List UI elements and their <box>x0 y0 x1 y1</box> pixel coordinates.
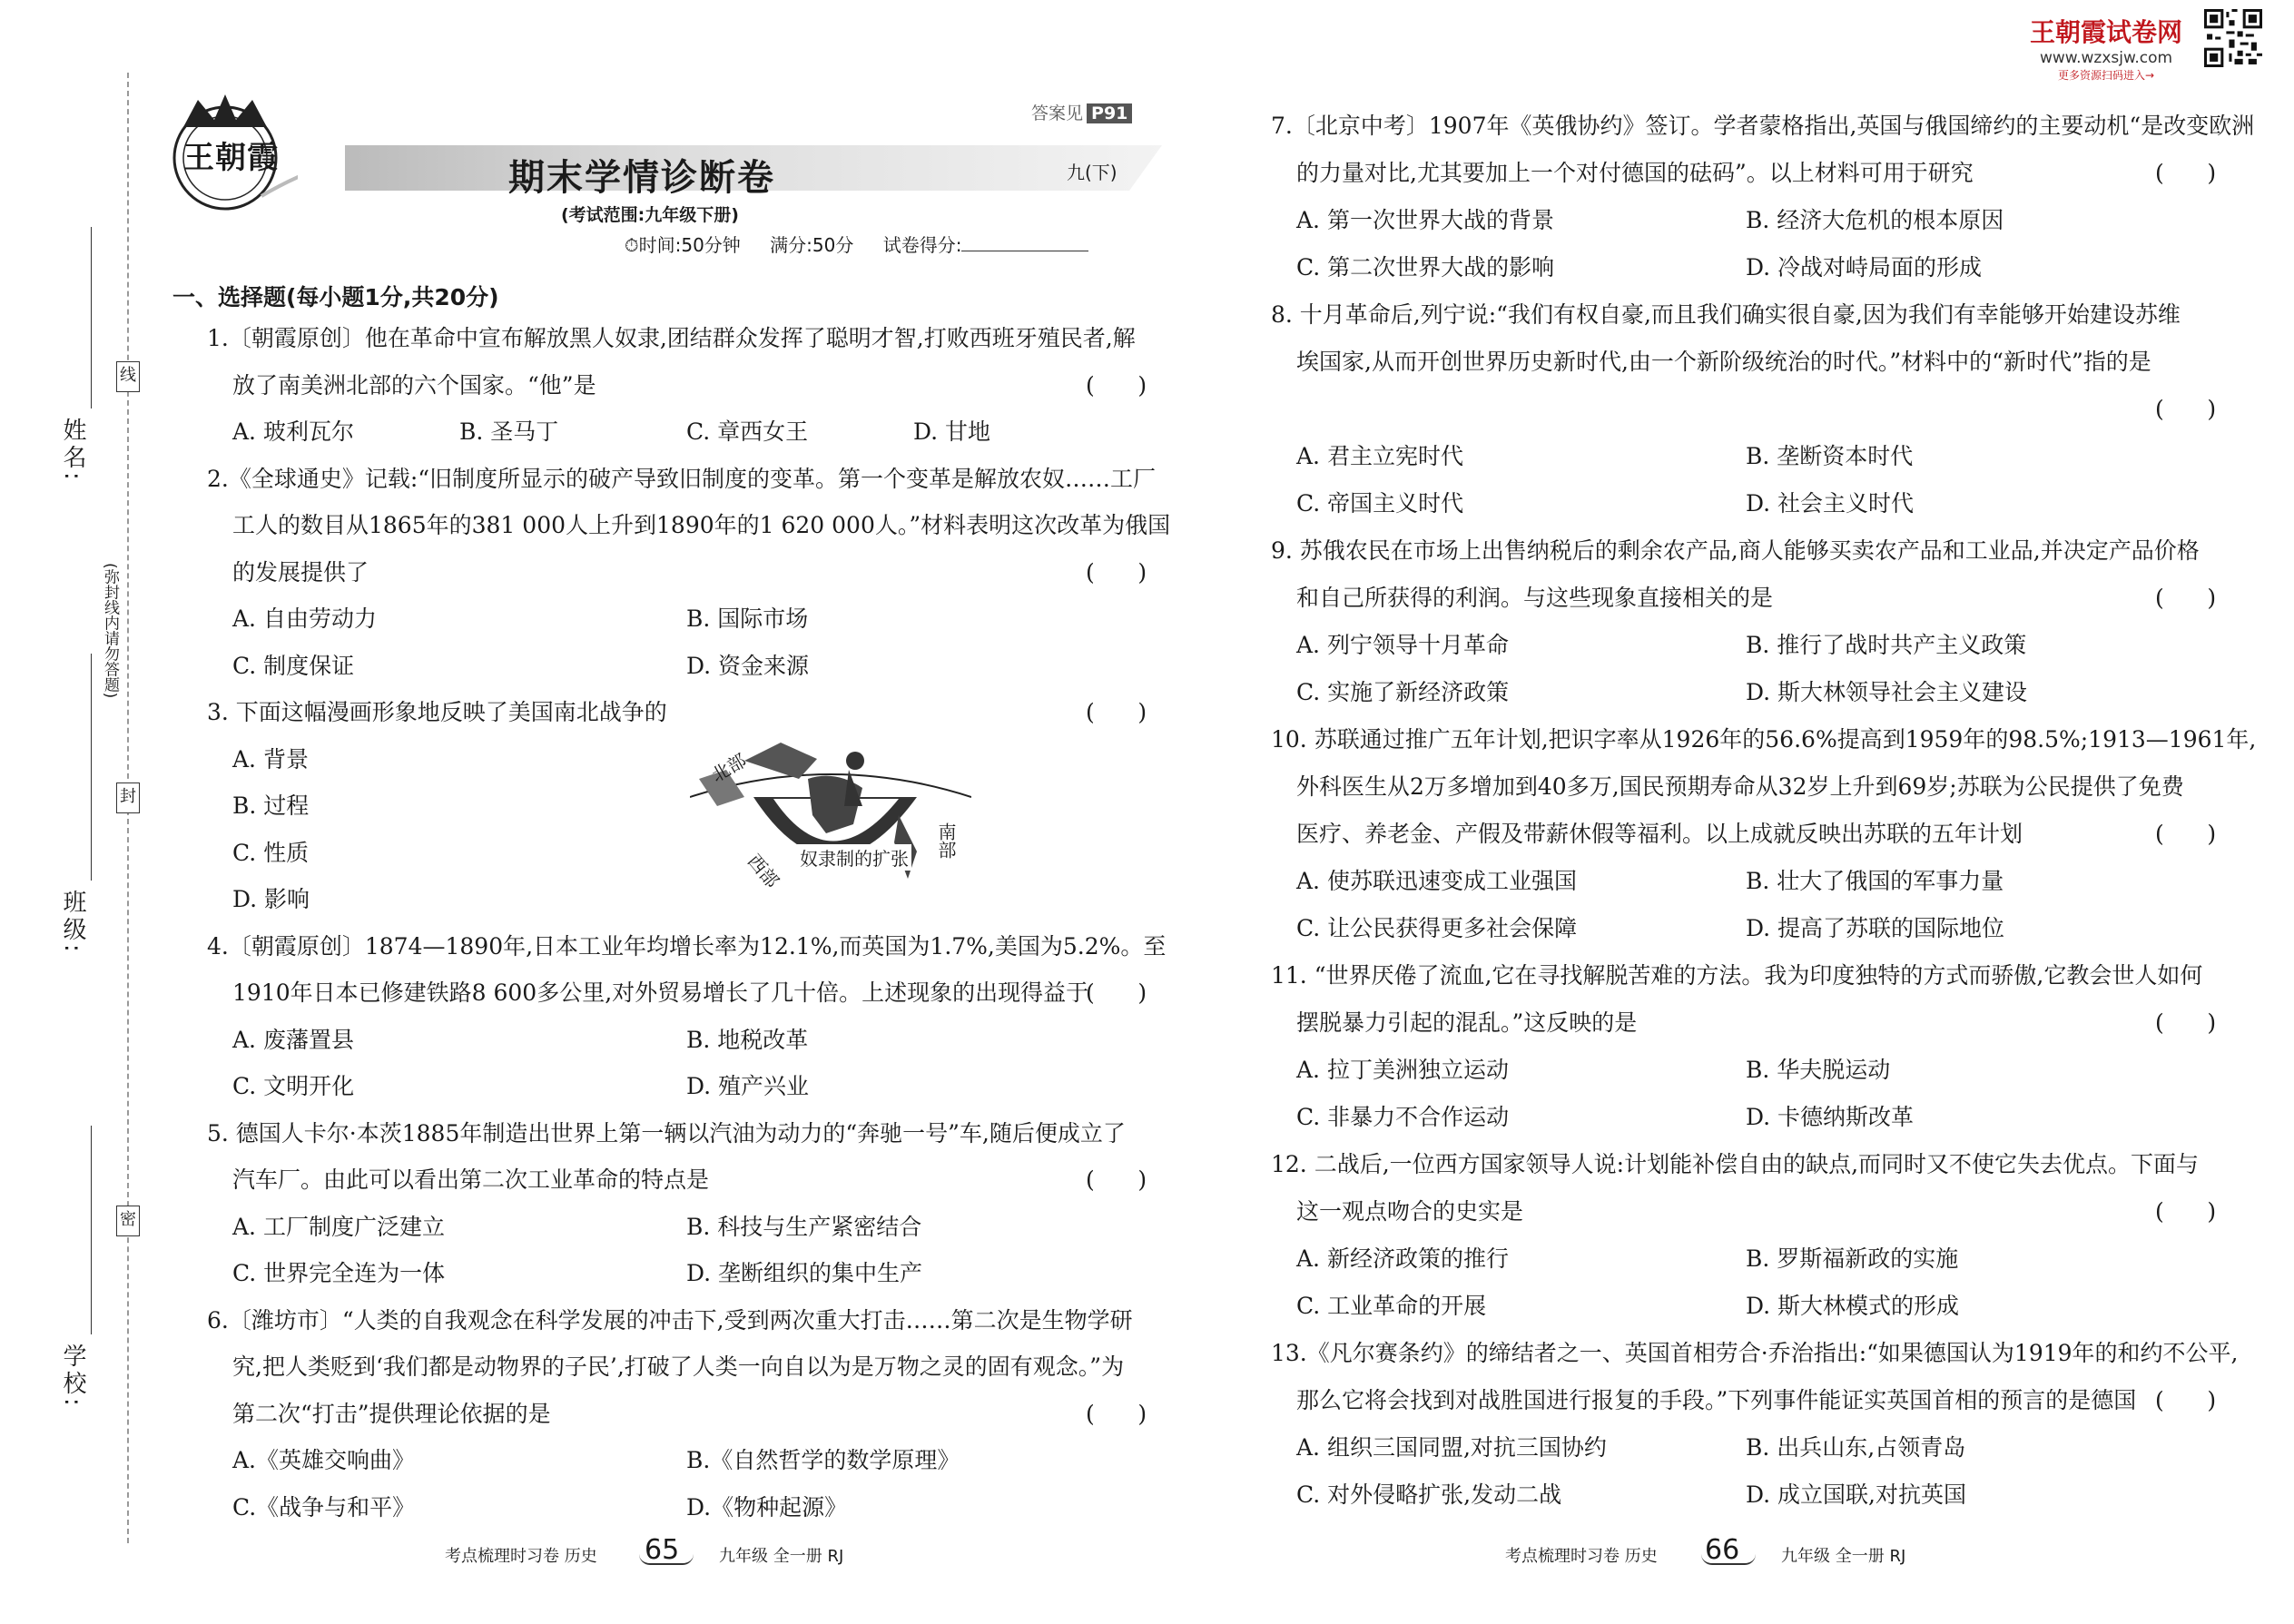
option-c[interactable]: C.《战争与和平》 <box>232 1493 416 1521</box>
option-c[interactable]: C. 实施了新经济政策 <box>1296 679 1510 705</box>
name-label: 姓名: <box>59 418 86 484</box>
question-line: 4.〔朝霞原创〕1874—1890年,日本工业年均增长率为12.1%,而英国为1.7%,美国为5.2%。至 <box>207 932 1167 960</box>
cartoon-label-north: 北部 <box>707 749 751 787</box>
option-c[interactable]: C. 世界完全连为一体 <box>232 1260 446 1286</box>
page-title: 期末学情诊断卷 <box>508 157 775 199</box>
question-line: 11. “世界厌倦了流血,它在寻找解脱苦难的方法。我为印度独特的方式而骄傲,它教会世人如何 <box>1271 962 2203 989</box>
option-c[interactable]: C. 制度保证 <box>232 652 355 679</box>
question-line: 13.《凡尔赛条约》的缔结者之一、英国首相劳合·乔治指出:“如果德国认为1919年的和约不公平, <box>1271 1340 2239 1366</box>
answer-paren[interactable]: ( ) <box>2155 1009 2217 1036</box>
cartoon-label-south: 南部 <box>933 822 960 859</box>
option-a[interactable]: A.《英雄交响曲》 <box>232 1447 416 1473</box>
class-label: 班级: <box>59 890 86 956</box>
footer-book-left: 考点梳理时习卷 历史 <box>445 1547 597 1566</box>
page-number-right: 66 <box>1705 1534 1740 1566</box>
score-label: 试卷得分: <box>882 234 962 256</box>
option-d[interactable]: D. 影响 <box>232 886 310 912</box>
option-a[interactable]: A. 玻利瓦尔 <box>232 418 354 445</box>
option-c[interactable]: C. 非暴力不合作运动 <box>1296 1104 1510 1130</box>
seal-mark-seal: 封 <box>116 782 140 813</box>
option-a[interactable]: A. 废藩置县 <box>232 1026 354 1053</box>
answer-paren[interactable]: ( ) <box>2155 1198 2217 1225</box>
option-c[interactable]: C. 帝国主义时代 <box>1296 490 1464 517</box>
question-line: 究,把人类贬到‘我们都是动物界的子民’,打破了人类一向自以为是万物之灵的固有观念。”为 <box>232 1353 1125 1380</box>
page-brace-left <box>639 1554 694 1565</box>
answer-paren[interactable]: ( ) <box>2155 396 2217 422</box>
option-d[interactable]: D. 成立国联,对抗英国 <box>1746 1481 1966 1508</box>
footer-book-right: 考点梳理时习卷 历史 <box>1505 1547 1658 1566</box>
site-name: 王朝霞试卷网 <box>2030 17 2183 47</box>
option-d[interactable]: D. 提高了苏联的国际地位 <box>1746 915 2005 941</box>
option-c[interactable]: C. 性质 <box>232 839 310 866</box>
question-line: 1.〔朝霞原创〕他在革命中宣布解放黑人奴隶,团结群众发挥了聪明才智,打败西班牙殖民者,解 <box>207 325 1136 351</box>
name-blank[interactable] <box>91 227 92 408</box>
option-a[interactable]: A. 工厂制度广泛建立 <box>232 1213 445 1240</box>
option-a[interactable]: A. 列宁领导十月革命 <box>1296 632 1509 658</box>
option-a[interactable]: A. 自由劳动力 <box>232 605 377 632</box>
site-url[interactable]: www.wzxsjw.com <box>2039 49 2173 67</box>
answer-ref-label: 答案见 <box>1031 103 1084 123</box>
seal-mark-line: 线 <box>116 361 140 392</box>
option-d[interactable]: D. 冷战对峙局面的形成 <box>1746 254 1983 281</box>
logo-text: 王朝霞 <box>183 140 279 176</box>
site-slogan: 更多资源扫码进入→ <box>2057 69 2155 82</box>
question-line: 第二次“打击”提供理论依据的是 <box>232 1400 551 1427</box>
option-b[interactable]: B. 地税改革 <box>686 1026 809 1053</box>
option-a[interactable]: A. 背景 <box>232 745 309 773</box>
answer-paren[interactable]: ( ) <box>2155 585 2217 611</box>
answer-page: P91 <box>1087 103 1132 123</box>
option-a[interactable]: A. 新经济政策的推行 <box>1296 1245 1509 1272</box>
option-d[interactable]: D. 斯大林领导社会主义建设 <box>1746 679 2028 705</box>
option-b[interactable]: B. 罗斯福新政的实施 <box>1746 1245 1959 1272</box>
option-b[interactable]: B. 推行了战时共产主义政策 <box>1746 632 2027 658</box>
answer-paren[interactable]: ( ) <box>1086 1400 1147 1427</box>
option-d[interactable]: D. 卡德纳斯改革 <box>1746 1104 1915 1130</box>
question-line: 7.〔北京中考〕1907年《英俄协约》签订。学者蒙格指出,英国与俄国缔约的主要动机“是改变欧洲 <box>1271 113 2255 139</box>
cartoon-label-slavery: 奴隶制的扩张 <box>797 844 911 871</box>
option-b[interactable]: B. 出兵山东,占领青岛 <box>1746 1434 1966 1461</box>
option-b[interactable]: B. 华夫脱运动 <box>1746 1057 1891 1083</box>
question-line: 摆脱暴力引起的混乱。”这反映的是 <box>1296 1009 1638 1036</box>
option-b[interactable]: B. 壮大了俄国的军事力量 <box>1746 868 2004 894</box>
exam-time: ⏱时间:50分钟 <box>625 234 741 256</box>
answer-paren[interactable]: ( ) <box>1086 371 1147 399</box>
question-line: 1910年日本已修建铁路8 600多公里,对外贸易增长了几十倍。上述现象的出现得益于 <box>232 979 1089 1006</box>
option-c[interactable]: C. 工业革命的开展 <box>1296 1293 1487 1319</box>
qr-code-icon[interactable] <box>2204 9 2262 67</box>
question-line: 那么它将会找到对战胜国进行报复的手段。”下列事件能证实英国首相的预言的是德国 <box>1296 1387 2137 1413</box>
option-d[interactable]: D. 垄断组织的集中生产 <box>686 1260 923 1286</box>
option-b[interactable]: B. 圣马丁 <box>459 418 559 445</box>
question-line: 6.〔潍坊市〕“人类的自我观念在科学发展的冲击下,受到两次重大打击……第二次是生物学研 <box>207 1306 1133 1334</box>
answer-paren[interactable]: ( ) <box>1086 979 1147 1006</box>
question-line: 12. 二战后,一位西方国家领导人说:计划能补偿自由的缺点,而同时又不使它失去优点。下面与 <box>1271 1151 2200 1177</box>
cartoon-label-west: 西部 <box>743 850 783 892</box>
question-line: 医疗、养老金、产假及带薪休假等福利。以上成就反映出苏联的五年计划 <box>1296 821 2023 847</box>
question-line: 5. 德国人卡尔·本茨1885年制造出世界上第一辆以汽油为动力的“奔驰一号”车,随后便成立了 <box>207 1119 1126 1147</box>
option-a[interactable]: A. 组织三国同盟,对抗三国协约 <box>1296 1434 1607 1461</box>
option-d[interactable]: D. 殖产兴业 <box>686 1073 810 1099</box>
question-line: 8. 十月革命后,列宁说:“我们有权自豪,而且我们确实很自豪,因为我们有幸能够开始建设苏维 <box>1271 301 2181 328</box>
answer-paren[interactable]: ( ) <box>1086 699 1147 725</box>
footer-grade-right: 九年级 全一册 RJ <box>1781 1547 1906 1566</box>
question-line: 这一观点吻合的史实是 <box>1296 1198 1524 1225</box>
option-c[interactable]: C. 对外侵略扩张,发动二战 <box>1296 1481 1562 1508</box>
option-d[interactable]: D. 斯大林模式的形成 <box>1746 1293 1960 1319</box>
option-b[interactable]: B. 科技与生产紧密结合 <box>686 1213 922 1240</box>
exam-scope: (考试范围:九年级下册) <box>561 205 739 225</box>
question-line: 埃国家,从而开创世界历史新时代,由一个新阶级统治的时代。”材料中的“新时代”指的是 <box>1296 349 2151 375</box>
option-a[interactable]: A. 拉丁美洲独立运动 <box>1296 1057 1509 1083</box>
question-line: 汽车厂。由此可以看出第二次工业革命的特点是 <box>232 1166 710 1193</box>
question-line: 的发展提供了 <box>232 558 369 586</box>
option-c[interactable]: C. 让公民获得更多社会保障 <box>1296 915 1578 941</box>
question-line: 9. 苏俄农民在市场上出售纳税后的剩余农产品,商人能够买卖农产品和工业品,并决定产品价格 <box>1271 537 2200 564</box>
question-line: 10. 苏联通过推广五年计划,把识字率从1926年的56.6%提高到1959年的98.5%;1913—1961年, <box>1271 726 2257 753</box>
exam-meta <box>625 231 1088 257</box>
school-label: 学校: <box>59 1343 86 1410</box>
answer-paren[interactable]: ( ) <box>1086 1166 1147 1193</box>
section-title: 一、选择题(每小题1分,共20分) <box>172 284 499 310</box>
class-blank[interactable] <box>91 654 92 881</box>
option-c[interactable]: C. 文明开化 <box>232 1073 355 1099</box>
option-d[interactable]: D. 社会主义时代 <box>1746 490 1915 517</box>
grade-tag: 九(下) <box>1067 162 1117 183</box>
option-b[interactable]: B.《自然哲学的数学原理》 <box>686 1447 960 1473</box>
answer-paren[interactable]: ( ) <box>2155 1387 2217 1413</box>
answer-paren[interactable]: ( ) <box>2155 160 2217 186</box>
page-brace-right <box>1701 1554 1756 1565</box>
seal-warning: (弥封线内请勿答题) <box>101 563 119 699</box>
page-number-left: 65 <box>645 1534 680 1566</box>
question-line: 工人的数目从1865年的381 000人上升到1890年的1 620 000人。”材料表明这次改革为俄国 <box>232 512 1171 538</box>
answer-paren[interactable]: ( ) <box>1086 558 1147 586</box>
question-line: 3. 下面这幅漫画形象地反映了美国南北战争的 <box>207 699 667 725</box>
footer-grade-left: 九年级 全一册 RJ <box>719 1547 844 1566</box>
option-c[interactable]: C. 第二次世界大战的影响 <box>1296 254 1555 281</box>
school-blank[interactable] <box>91 1126 92 1334</box>
seal-mark-secret: 密 <box>116 1206 140 1236</box>
question-line: 外科医生从2万多增加到40多万,国民预期寿命从32岁上升到69岁;苏联为公民提供了免费 <box>1296 773 2184 800</box>
option-a[interactable]: A. 君主立宪时代 <box>1296 443 1463 469</box>
question-line: 放了南美洲北部的六个国家。“他”是 <box>232 371 596 399</box>
option-b[interactable]: B. 经济大危机的根本原因 <box>1746 207 2004 233</box>
exam-full-score: 满分:50分 <box>770 234 854 256</box>
option-c[interactable]: C. 章西女王 <box>686 418 809 445</box>
option-a[interactable]: A. 使苏联迅速变成工业强国 <box>1296 868 1577 894</box>
option-d[interactable]: D. 甘地 <box>913 418 991 445</box>
answer-reference <box>1031 100 1132 124</box>
option-d[interactable]: D. 资金来源 <box>686 652 810 679</box>
option-d[interactable]: D.《物种起源》 <box>686 1493 848 1521</box>
question-line: 和自己所获得的利润。与这些现象直接相关的是 <box>1296 585 1774 611</box>
site-brand <box>2030 13 2182 83</box>
option-a[interactable]: A. 第一次世界大战的背景 <box>1296 207 1554 233</box>
question-line: 2.《全球通史》记载:“旧制度所显示的破产导致旧制度的变革。第一个变革是解放农奴……工厂 <box>207 465 1157 492</box>
question-line: 的力量对比,尤其要加上一个对付德国的砝码”。以上材料可用于研究 <box>1296 160 1974 186</box>
option-b[interactable]: B. 过程 <box>232 792 310 819</box>
answer-paren[interactable]: ( ) <box>2155 821 2217 847</box>
option-b[interactable]: B. 垄断资本时代 <box>1746 443 1914 469</box>
option-b[interactable]: B. 国际市场 <box>686 605 809 632</box>
